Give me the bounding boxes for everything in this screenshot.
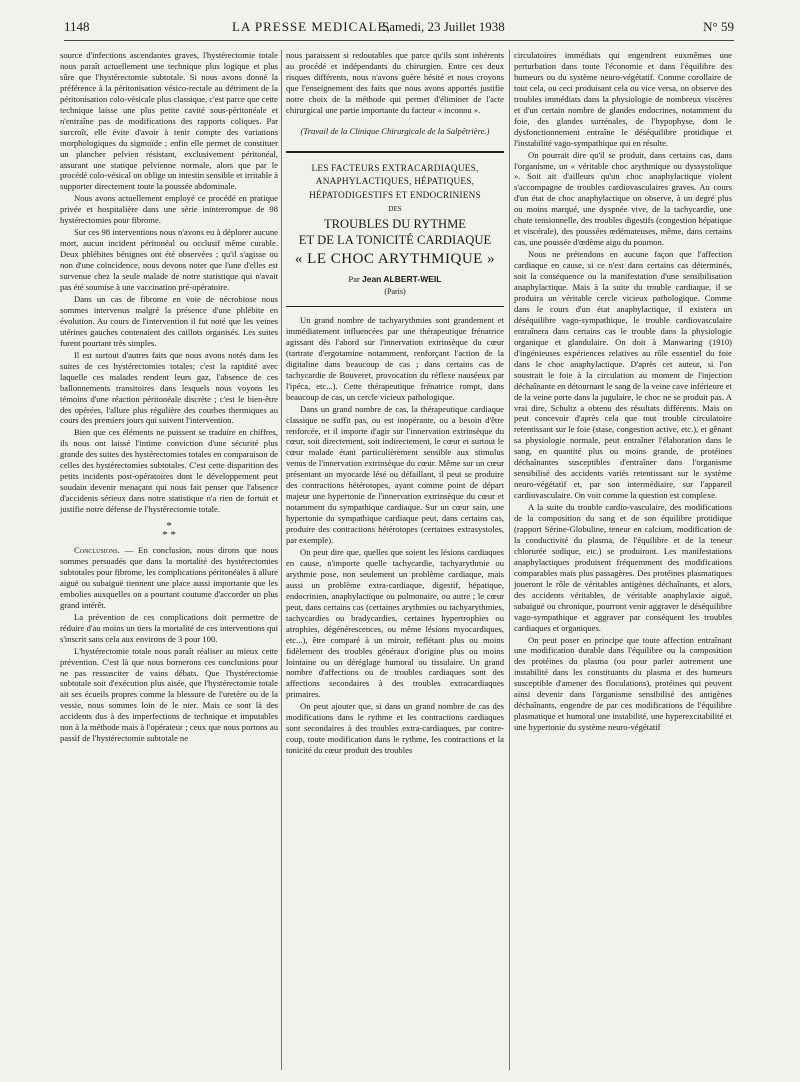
author-place: (Paris): [384, 287, 406, 297]
article-title-upper: LES FACTEURS EXTRACARDIAQUES, ANAPHYLACTIQUES, HÉPATIQUES, HÉPATODIGESTIFS ET ENDOCRINIENS: [309, 163, 481, 201]
paragraph: source d'infections ascendantes graves, l'hystérectomie totale nous paraît actuellement une technique plus logique et plus sûre que l'hystérectomie subtotale. Si nous avons donné la préférence à la péritonisation vésico-rectale au détriment de la péritonisation colo-vésicale plus classique, c'est parce que cette technique laisse une plus petite cavité sous-péritonéale et n'entraîne pas de modifications des rapports coliques. Par surcroît, elle évite d'avoir à tenir compte des variations morphologiques du sigmoïde ; enfin elle permet de constituer un plancher pelvien résistant, exclusivement péritonéal, assurant une statique pelvienne normale, alors que par le procédé colo-vésical on oblige un intestin sensible et irritable à supporter directement toute la poussée abdominale.: [60, 50, 278, 192]
journal-name: LA PRESSE MEDICALE,: [232, 19, 391, 34]
paragraph: Nous ne prétendons en aucune façon que l'affection cardiaque en cause, si ce n'est dans certains cas déterminés, soit la conséquence ou la manifestation d'une sensibilisation anaphylactique. Mais à la suite du trouble cardiaque, il se produira un véritable cercle vicieux pathologique. Comme dans le cours d'un état anaphylactique, il existera un déséquilibre vago-sympathique, le trouble cardiovasculaire entraînera dans certains cas le trouble dans la physiologie organique et glandulaire. On doit à Manwaring (1910) d'ingénieuses expériences relatives au rôle essentiel du foie dans le choc anaphylactique. D'après cet auteur, si l'on soustrait le foie à la circulation au moment de l'injection déchaînante en détournant le sang de la veine cave inférieure et de la veine porte dans la jugulaire, le choc ne se produit pas. A vrai dire, Schultz a obtenu des résultats différents. Mais on peut concevoir d'après cela que tout trouble circulatoire retentissant sur le foie (stase, congestion active, etc.), et gênant sa physiologie normale, peut entraîner l'élaboration dans le sang, en quantité plus ou moins grande, de protéines déchaînantes susceptibles d'entraîner dans l'organisme sensibilisé des accidents variés retentissant sur le système neuro-végétatif et, par son intermédiaire, sur l'appareil cardiovasculaire. On voit comme la question est complexe.: [514, 249, 732, 501]
paragraph: Dans un grand nombre de cas, la thérapeutique cardiaque classique ne suffit pas, ou est inopérante, ou a besoin d'être renforcée, et il importe d'agir sur l'innervation extrinsèque du cœur, soit directement, soit indirectement, le cœur et surtout le cœur malade étant particulièrement sensible aux stimulus venus de l'innervation extrinsèque du cœur. Même sur un cœur présentant un myocarde lésé ou défaillant, il peut se produire des contractions hétérotopes, ayant comme point de départ majeur une hypertonie de l'innervation extrinsèque du cœur et notamment du sympathique cardiaque. Sur un cœur sain, une hypertonie du sympathique cardiaque peut, dans certains cas, produire des contractions hétérotopes (certaines extrasystoles, par exemple).: [286, 403, 504, 546]
article-title-block: [286, 151, 504, 307]
column-rule: [509, 50, 510, 1070]
paragraph: circulatoires immédiats qui engendrent euxmêmes une perturbation dans toute l'économie et dans l'équilibre des humeurs ou du système neuro-végétatif. Comme corollaire de tout cela, ou ceci produisant cela ou vice versa, on observe des troubles immédiats dans la physiologie de nombreux viscères et d'un certain nombre de glandes endocrines, notamment du foie, des glandes surrénales, de l'hypophyse, dont le dysfonctionnement entraîne le déséquilibre protidique et l'instabilité vago-sympathique qui en résulte.: [514, 50, 732, 148]
paragraph: L'hystérectomie totale nous paraît réaliser au mieux cette prévention. C'est là que nous bornerons ces conclusions pour ne pas ressusciter de vains débats. Que l'hystérectomie subtotale soit d'exécution plus aisée, que l'hystérectomie totale ait ses écueils propres comme la blessure de l'uretère ou de la vessie, nous sommes loin de le nier. Mais ce sont là des accidents dus à des imperfections de technique et imputables non à la méthode mais à l'opérateur ; ceux que nous portons au passif de l'hystérectomie subtotale ne: [60, 645, 278, 744]
article-title-main-line2: ET DE LA TONICITÉ CARDIAQUE: [298, 233, 492, 248]
column-rule: [281, 50, 282, 1070]
article-title-connector: DES: [388, 205, 402, 214]
paragraph: Dans un cas de fibrome en voie de nécrobiose nous sommes intervenus malgré la présence d'une phlébite en évolution. Au cours de l'intervention il fut noté que les veines utérines gauches contenaient des caillots organisés. Les suites furent pourtant très simples.: [60, 293, 278, 348]
running-header: [64, 18, 734, 41]
author-prefix: Par: [348, 274, 362, 285]
section-separator: * * *: [162, 520, 176, 542]
column-right: [514, 50, 732, 733]
paragraph: On peut dire que, quelles que soient les lésions cardiaques en cause, n'importe quelle tachycardie, tachyarythmie ou arythmie pose, non seulement un problème cardiaque, mais aussi un problème extra-cardiaque, digestif, hépatique, endocrinien, anaphylactique ou pulmonaire, ou autre ; le cœur peut, dans certains cas (certaines arythmies ou tachyarythmies, tachycardies ou bradycardies, certaines hypertrophies ou atrophies, dégénérescences, ou même lésions myocardiques, etc...), être comparé à un miroir, reflétant plus ou moins fidèlement des troubles généraux d'origine plus ou moins lointaine ou un déréglage humoral ou tissulaire. Un grand nombre d'affections ou de troubles cardiaques sont des affections secondaires à des troubles extracardiaques primaires.: [286, 547, 504, 700]
article-credit: (Travail de la Clinique Chirurgicale de la Salpêtrière.): [300, 125, 490, 136]
article-title-main-line1: TROUBLES DU RYTHME: [323, 217, 467, 232]
page-number: 1148: [64, 19, 90, 34]
paragraph: nous paraissent si redoutables que parce qu'ils sont inhérents au procédé et indépendants du chirurgien. Entre ces deux risques différents, nous n'avons guère hésité et nous croyons que l'enseignement des faits que nous avons apportés justifie notre choix de la méthode qui permet d'éliminer de l'acte chirurgical une partie importante du facteur « inconnu ».: [286, 50, 504, 115]
paragraph: On peut ajouter que, si dans un grand nombre de cas des modifications dans le rythme et les contractions cardiaques sont secondaires à des troubles extra-cardiaques, par contre-coup, toute modification dans le rythme, les contractions et la tonicité du cœur produit des troubles: [286, 701, 504, 756]
paragraph: Bien que ces éléments ne puissent se traduire en chiffres, ils nous ont laissé l'intime conviction d'une sécurité plus grande des suites des hystérectomies totales en comparaison de celles des hystérectomies subtotales. C'est cette disparition des petits incidents post-opératoires dont le développement peut soudain devenir menaçant qui nous fait penser que l'absence d'accidents sérieux dans notre statistique n'a rien de fortuit et justifie notre défense de l'hystérectomie totale.: [60, 427, 278, 515]
issue-number: N° 59: [703, 19, 734, 34]
article-author: [286, 274, 504, 285]
conclusions-text: — En conclusion, nous dirons que nous sommes persuadés que dans la mortalité des hystérectomies subtotales pour fibrome, les complications péritonéales à allure aiguë ou subaiguë tiennent une place aussi importante que les embolies auxquelles on a pourtant coutume d'accorder un plus grand intérêt.: [60, 545, 278, 610]
column-left: [60, 50, 278, 744]
paragraph: Un grand nombre de tachyarythmies sont grandement et immédiatement influencées par une thérapeutique frénatrice agissant dès l'abord sur l'innervation extrinsèque du cœur (tartrate d'ergotamine notamment, renforçant l'action de la digitaline dans beaucoup de cas ; dans certains cas de tachycardie de Bouveret, provocation du réflexe nauséeux par l'ipéca, etc...). Cette thérapeutique frénatrice rompt, dans beaucoup de cas, un cercle vicieux pathologique.: [286, 314, 504, 402]
paragraph: On peut poser en principe que toute affection entraînant une modification durable dans l'équilibre ou la composition des protéines du plasma (ou pour parler autrement une instabilité dans les constituants du plasma et des humeurs susceptible d'amener des floculations), protéines qui peuvent ainsi devenir dans l'organisme sensibilisé des antigènes déchaînants, engendre de par ces modifications de l'équilibre plasmatique et humoral une instabilité, une hyperexcitabilité et une hypertonie du système neuro-végétatif: [514, 634, 732, 733]
paragraph: A la suite du trouble cardio-vasculaire, des modifications de la composition du sang et de son équilibre protidique (rapport Sérine-Globuline, teneur en calcium, modification de la conductivité du plasma, de l'équilibre et de la teneur chlorurée sodique, etc.) se produiront. Les manifestations anaphylactiques produisent fréquemment des modifications comparables mais plus passagères. Des protéines plasmatiques joueront le rôle de véritables antigènes déchaînants, et alors, des accidents véritables, de véritable anaphylaxie aiguë, subaiguë ou chronique, pourront venir aggraver le déséquilibre vago-sympathique et aggraver par conséquent les troubles cardiaques et organiques.: [514, 502, 732, 633]
paragraph: La prévention de ces complications doit permettre de réduire d'au moins un tiers la mortalité de ces interventions qui s'inscrit sans cela aux environs de 3 pour 100.: [60, 611, 278, 644]
paragraph: Nous avons actuellement employé ce procédé en pratique privée et hospitalière dans une série ininterrompue de 98 hystérectomies pour fibrome.: [60, 193, 278, 226]
paragraph-conclusions: [60, 545, 278, 611]
conclusions-label: Conclusions.: [74, 545, 120, 556]
issue-date: Samedi, 23 Juillet 1938: [382, 19, 505, 34]
author-name: Jean ALBERT-WEIL: [361, 274, 442, 285]
paragraph: Il est surtout d'autres faits que nous avons notés dans les suites de ces hystérectomies totales; c'est la rapidité avec laquelle ces malades rendent leurs gaz, l'absence de ces ballonnements transitoires dans lesquels nous voyons les témoins d'une réaction péritonéale discrète ; c'est le bien-être des opérées, l'allure plus régulière des courbes thermiques au cours des premiers jours qui suivent l'intervention.: [60, 349, 278, 426]
column-middle: [286, 50, 504, 756]
paragraph: On pourrait dire qu'il se produit, dans certains cas, dans l'organisme, un « véritable choc arythmique ou dyssystolique ». Soit ait d'ailleurs qu'un choc anaphylactique violent s'accompagne de troubles cardiovasculaires graves. Au cours d'un état de choc anaphylactique on observe, à un degré plus ou moins marqué, une dyspnée vive, de la tachycardie, une chute tensionnelle, des troubles digestifs (congestion hépatique et viscérale), des poussées œdémateuses, même, dans certains cas, une poussée d'œdème aigu du poumon.: [514, 149, 732, 248]
paragraph: Sur ces 98 interventions nous n'avons eu à déplorer aucune mort, aucun incident péritonéal ou occlusif même curable. Deux phlébites bénignes ont été observées ; qu'il s'agisse ou non d'une coïncidence, nous devons noter que l'une d'elles est survenue chez la seule malade de notre statistique qui n'avait pas été soumise à une vaccination pré-opératoire.: [60, 227, 278, 293]
article-title-choc: « LE CHOC ARYTHMIQUE »: [294, 251, 496, 268]
